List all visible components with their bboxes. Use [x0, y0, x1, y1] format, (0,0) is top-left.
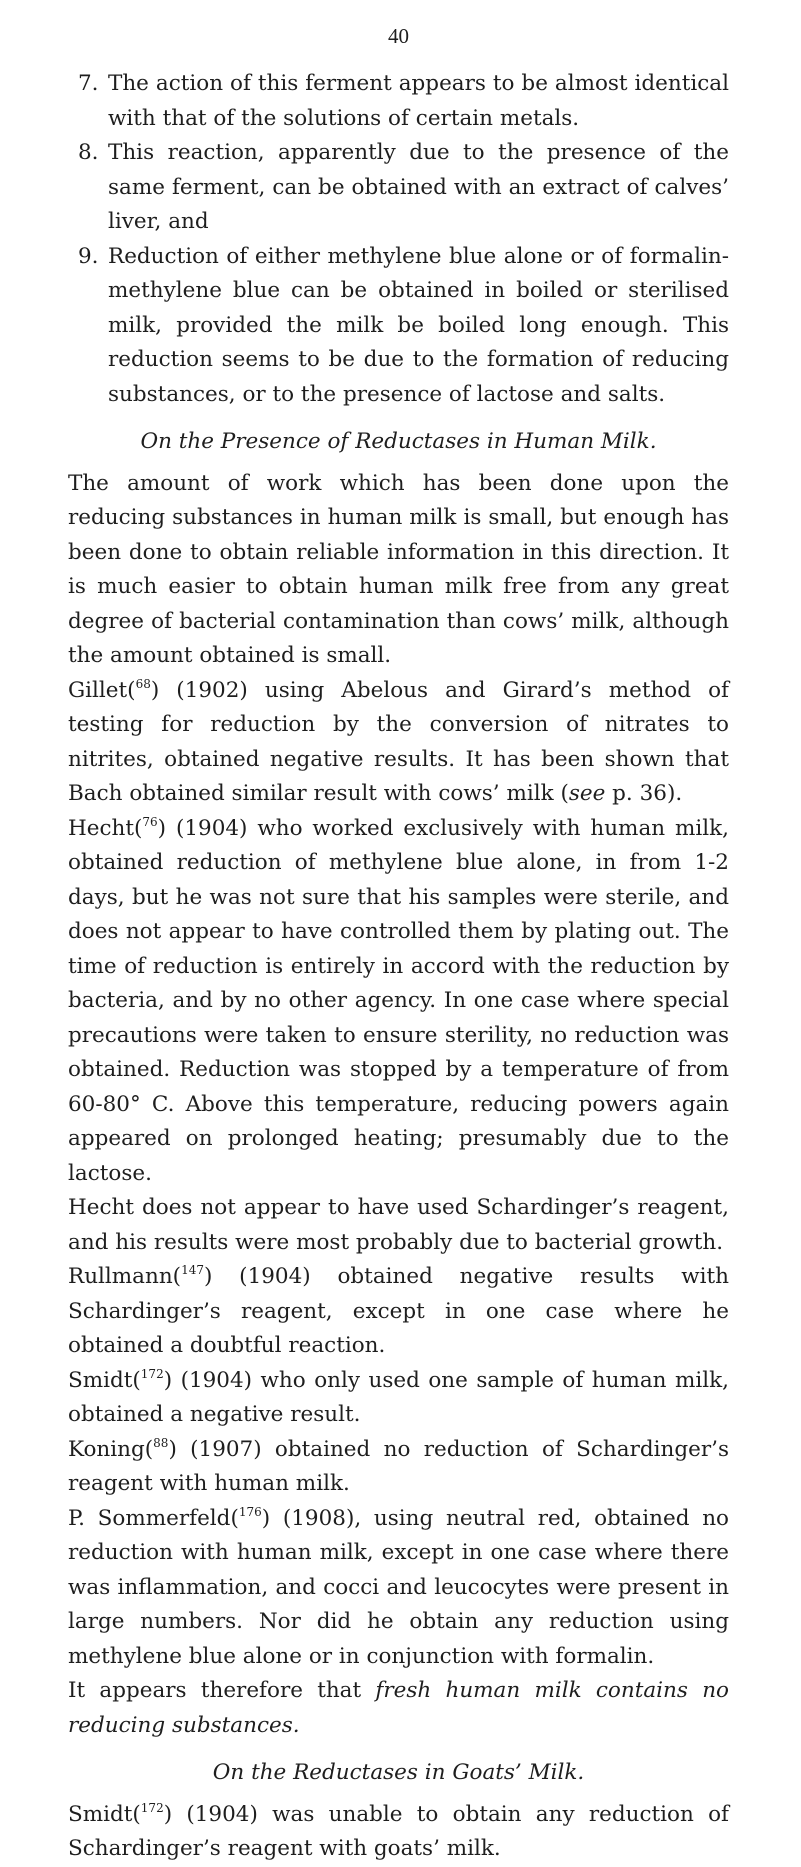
reference-number: 68 — [135, 676, 151, 691]
paragraph-sommerfeld — [68, 1502, 729, 1675]
author: Smidt( — [68, 1367, 141, 1393]
paragraph-text: ) (1904) was unable to obtain any reduction of Schardinger’s reagent with goats’ milk. — [68, 1801, 729, 1861]
reference-number: 176 — [238, 1504, 262, 1519]
author: Gillet( — [68, 677, 136, 703]
page-body — [68, 67, 729, 1867]
list-text: This reaction, apparently due to the presence of the same ferment, can be obtained with an extract of calves’ liver, and — [108, 140, 729, 234]
paragraph-text: ) (1908), using neutral red, obtained no reduction with human milk, except in one case where there was inflammation, and cocci and leucocytes were present in large numbers. Nor did he obtain any reduction using methylene blue alone or in conjunction with formalin. — [68, 1505, 729, 1669]
list-item-7 — [68, 67, 729, 136]
paragraph-conclusion — [68, 1674, 729, 1743]
see-italic: see — [568, 781, 606, 806]
paragraph-tail: p. 36). — [605, 781, 683, 806]
paragraph-text: ) (1904) who worked exclusively with human milk, obtained reduction of methylene blue alone, in from 1-2 days, but he was not sure that his samples were sterile, and does not appear to have controlled them by plating out. The time of reduction is entirely in accord with the reduction by bacteria, and by no other agency. In one case where special precautions were taken to ensure sterility, no reduction was obtained. Reduction was stopped by a temperature of from 60-80° C. Above this temperature, reducing powers again appeared on prolonged heating; presumably due to the lactose. — [68, 815, 729, 1186]
paragraph-text: It appears therefore that — [68, 1678, 376, 1703]
section-heading-goats-milk: On the Reductases in Goats’ Milk. — [212, 1760, 585, 1785]
reference-number: 172 — [140, 1800, 164, 1815]
paragraph-gillet — [68, 674, 729, 812]
conclusion-italic: fresh human milk contains no reducing substances. — [68, 1678, 729, 1738]
numbered-list — [68, 67, 729, 412]
author: Rullmann( — [68, 1264, 182, 1289]
paragraph-hecht-2: Hecht does not appear to have used Schardinger’s reagent, and his results were most probably due to bacterial growth. — [68, 1195, 729, 1255]
section-heading-human-milk: On the Presence of Reductases in Human Milk. — [140, 429, 657, 454]
reference-number: 147 — [181, 1263, 204, 1277]
list-item-8 — [68, 136, 729, 240]
paragraph-koning — [68, 1433, 729, 1502]
paragraph-text: ) (1904) obtained negative results with Schardinger’s reagent, except in one case where he obtained a doubtful reaction. — [68, 1264, 729, 1358]
paragraph-hecht — [68, 812, 729, 1192]
list-item-9 — [68, 240, 729, 413]
paragraph-text: ) (1902) using Abelous and Girard’s method of testing for reduction by the conversion of nitrates to nitrites, obtained negative results. It has been shown that Bach obtained similar result with cows’ milk ( — [68, 677, 729, 806]
paragraph-text: ) (1904) who only used one sample of human milk, obtained a negative result. — [68, 1367, 729, 1427]
paragraph-text: ) (1907) obtained no reduction of Schardinger’s reagent with human milk. — [68, 1436, 729, 1496]
reference-number: 76 — [142, 814, 158, 829]
author: Hecht( — [68, 815, 143, 841]
author: P. Sommerfeld( — [68, 1505, 239, 1531]
page-number: 40 — [388, 24, 409, 48]
list-text: Reduction of either methylene blue alone or of formalin-methylene blue can be obtained in boiled or sterilised milk, provided the milk be boiled long enough. This reduction seems to be due to the formation of reducing substances, or to the presence of lactose and salts. — [108, 243, 729, 407]
list-number: 9. — [78, 243, 99, 269]
author: Koning( — [68, 1436, 154, 1462]
reference-number: 88 — [153, 1435, 169, 1450]
list-text: The action of this ferment appears to be almost identical with that of the solutions of certain metals. — [108, 71, 729, 131]
reference-number: 172 — [140, 1366, 164, 1381]
paragraph-smidt — [68, 1364, 729, 1433]
paragraph-smidt-goats — [68, 1798, 729, 1867]
paragraph-intro: The amount of work which has been done upon the reducing substances in human milk is small, but enough has been done to obtain reliable information in this direction. It is much easier to obtain human milk free from any great degree of bacterial contamination than cows’ milk, although the amount obtained is small. — [68, 470, 729, 668]
author: Smidt( — [68, 1801, 141, 1827]
list-number: 7. — [78, 71, 99, 96]
paragraph-rullmann — [68, 1260, 729, 1364]
list-number: 8. — [78, 140, 99, 165]
